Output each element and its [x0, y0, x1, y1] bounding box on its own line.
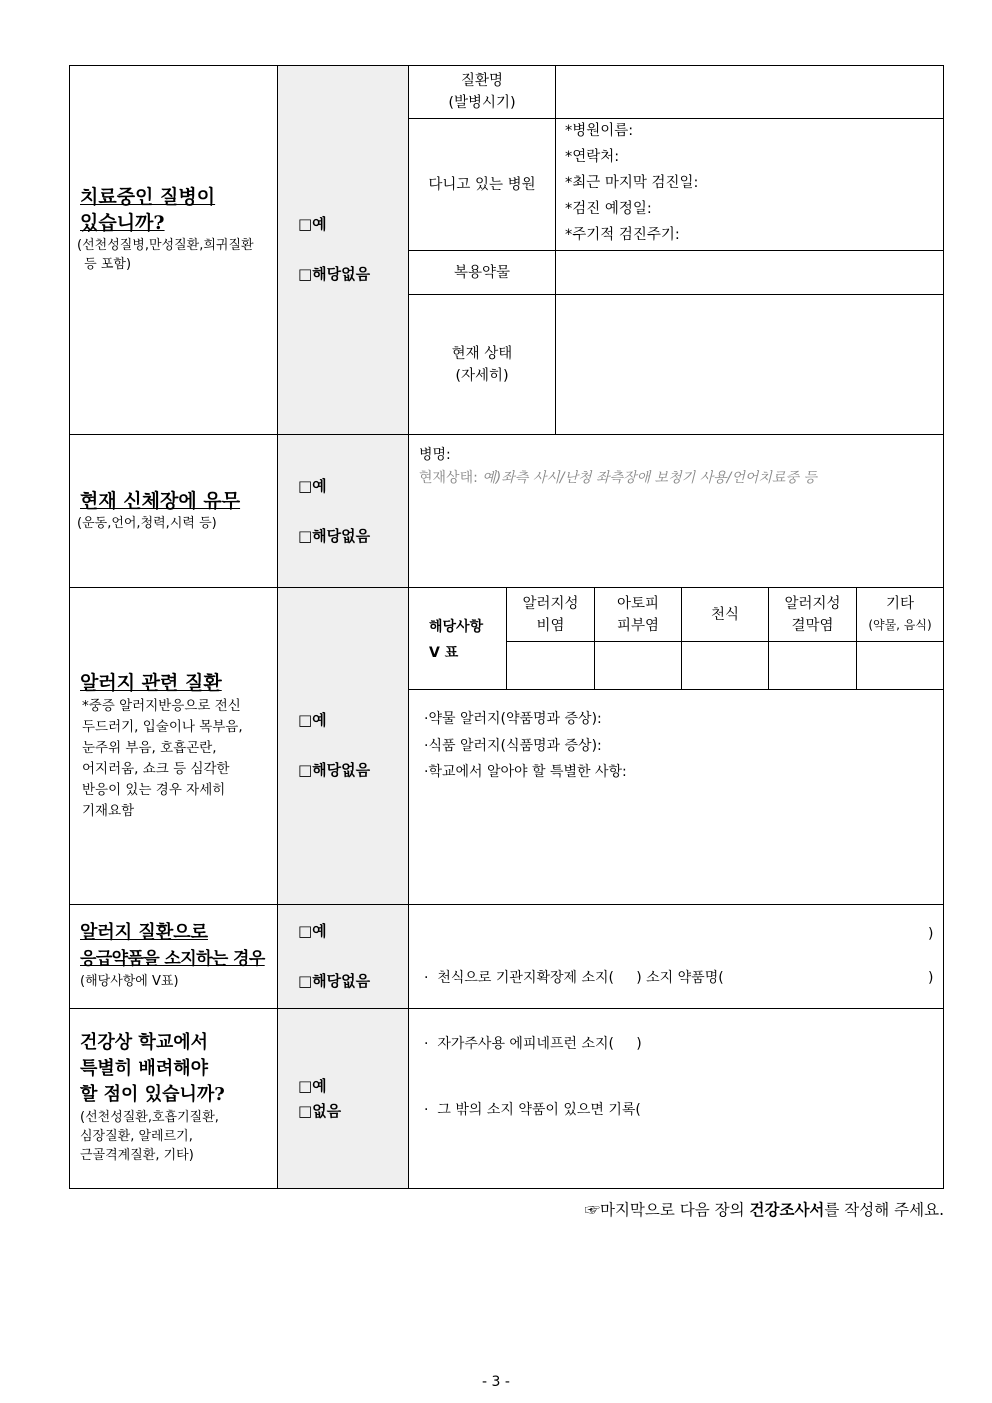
q4-sub: (해당사항에 V표): [80, 974, 179, 989]
q4-inhaler-line[interactable]: · 천식으로 기관지확장제 소지( ) 소지 약품명(: [424, 970, 724, 986]
q1-status-label: 현재 상태 (자세히): [451, 345, 513, 384]
q1-sub-line1: (선천성질병,만성질환,희귀질환: [77, 238, 254, 253]
q1-medicine-label: 복용약물: [453, 264, 511, 281]
q2-status-label: 현재상태:: [419, 470, 483, 486]
q3-check-conjunctivitis[interactable]: [769, 642, 856, 689]
checkup-cycle-field[interactable]: *주기적 검진주기:: [565, 227, 680, 243]
page-number: - 3 -: [482, 1374, 510, 1390]
q4-na-checkbox[interactable]: □해당없음: [298, 972, 371, 990]
q1-yes-checkbox[interactable]: □예: [298, 215, 327, 233]
q3-drug-allergy[interactable]: ·약물 알러지(약품명과 증상):: [424, 711, 602, 727]
q5-question: [80, 1030, 275, 1165]
q3-na-checkbox[interactable]: □해당없음: [298, 761, 371, 779]
q2-title: 현재 신체장에 유무: [80, 490, 241, 512]
q3-col-other: 기타 (약물, 음식): [868, 595, 932, 632]
q1-title-line2: 있습니까?: [80, 212, 165, 234]
q4-title-line2: 응급약품을 소지하는 경우: [80, 949, 265, 969]
q2-sub: (운동,언어,청력,시력 등): [77, 516, 217, 531]
q3-col-atopy: 아토피 피부염: [616, 595, 660, 634]
q1-status-field[interactable]: [556, 295, 943, 434]
q3-details-field[interactable]: [424, 706, 627, 786]
q3-check-rhinitis[interactable]: [507, 642, 594, 689]
q1-hospital-items[interactable]: [565, 118, 698, 248]
q2-name-label: 병명:: [419, 447, 451, 463]
q1-title-line1: 치료중인 질병이: [80, 186, 216, 208]
last-checkup-field[interactable]: *최근 마지막 검진일:: [565, 175, 699, 191]
q4-epinephrine-line[interactable]: · 자가주사용 에피네프런 소지( ): [424, 1036, 642, 1052]
q5-no-checkbox[interactable]: □없음: [298, 1102, 342, 1120]
q3-col-rhinitis: 알러지성 비염: [522, 595, 579, 634]
q2-example-text: 예)좌측 사시/난청 좌측장애 보청기 사용/언어치료중 등: [482, 470, 817, 486]
q5-title-line3: 할 점이 있습니까?: [80, 1084, 225, 1105]
q3-question: [80, 670, 275, 822]
q3-special-notes[interactable]: ·학교에서 알아야 할 특별한 사항:: [424, 764, 627, 780]
q5-title-line2: 특별히 배려해야: [80, 1058, 208, 1079]
q3-sub: *중증 알러지반응으로 전신 두드러기, 입술이나 목부음, 눈주위 부음, 호흡곤란, 어지러움, 쇼크 등 심각한 반응이 있는 경우 자세히 기재요함: [82, 698, 243, 819]
q3-yes-checkbox[interactable]: □예: [298, 711, 327, 729]
next-checkup-field[interactable]: *검진 예정일:: [565, 201, 652, 217]
q1-disease-label: 질환명 (발병시기): [448, 73, 516, 111]
q2-yes-checkbox[interactable]: □예: [298, 477, 327, 495]
q4-yes-checkbox[interactable]: □예: [298, 922, 327, 940]
q4-other-line[interactable]: · 그 밖의 소지 약품이 있으면 기록(: [424, 1102, 641, 1118]
q1-hospital-label: 다니고 있는 병원: [428, 176, 536, 193]
q5-sub-line2: 심장질환, 알레르기,: [80, 1129, 193, 1144]
q3-col-asthma: 천식: [710, 606, 739, 623]
q3-col-conjunctivitis: 알러지성 결막염: [784, 595, 841, 634]
hospital-name-field[interactable]: *병원이름:: [565, 123, 634, 139]
footer-instruction: ☞마지막으로 다음 장의 건강조사서를 작성해 주세요.: [584, 1200, 944, 1219]
q2-detail-field[interactable]: [419, 444, 817, 490]
q1-disease-field[interactable]: [556, 66, 943, 118]
q5-detail-field[interactable]: [409, 1009, 943, 1188]
q1-sub-line2: 등 포함): [80, 257, 132, 272]
q3-check-other[interactable]: [857, 642, 943, 689]
q3-food-allergy[interactable]: ·식품 알러지(식품명과 증상):: [424, 737, 602, 754]
q1-na-checkbox[interactable]: □해당없음: [298, 265, 371, 283]
q5-sub-line1: (선천성질환,호흡기질환,: [80, 1110, 219, 1125]
q1-medicine-field[interactable]: [556, 251, 943, 294]
q4-question: [80, 920, 277, 991]
q2-question: [77, 488, 275, 533]
q3-check-asthma[interactable]: [682, 642, 768, 689]
q5-title-line1: 건강상 학교에서: [80, 1032, 208, 1053]
q3-col-header: 해당사항 V 표: [429, 619, 484, 661]
hospital-contact-field[interactable]: *연락처:: [565, 149, 620, 165]
q4-title-line1: 알러지 질환으로: [80, 922, 208, 943]
q4-paren-close-3: ): [928, 970, 934, 986]
q3-check-atopy[interactable]: [595, 642, 681, 689]
q5-yes-checkbox[interactable]: □예: [298, 1077, 327, 1095]
q4-paren-close-1: ): [928, 926, 934, 942]
q3-title: 알러지 관련 질환: [80, 672, 222, 694]
q5-sub-line3: 근골격계질환, 기타): [80, 1148, 194, 1163]
q1-question: [77, 184, 275, 274]
q2-na-checkbox[interactable]: □해당없음: [298, 527, 371, 545]
